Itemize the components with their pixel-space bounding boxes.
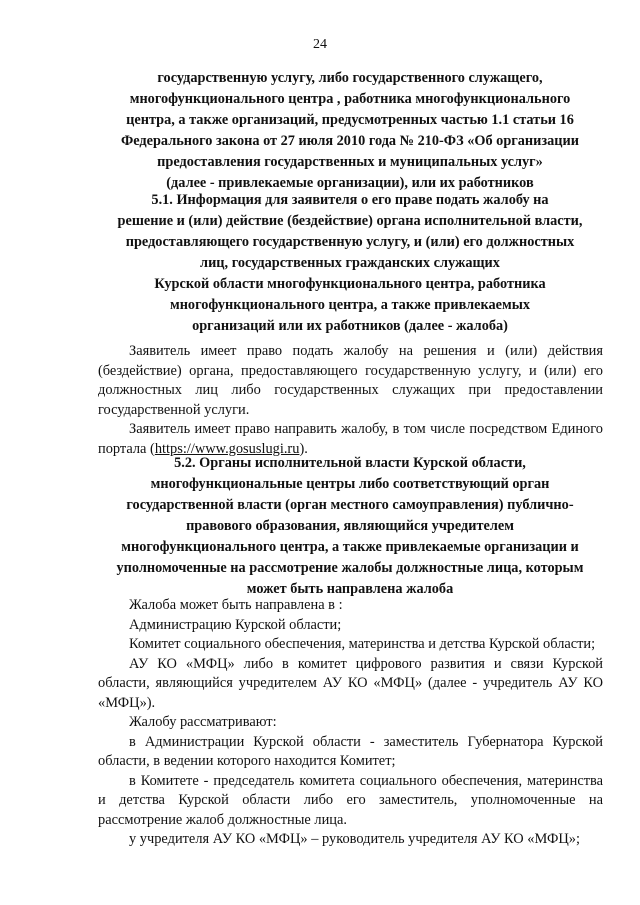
paragraph: у учредителя АУ КО «МФЦ» – руководитель учредителя АУ КО «МФЦ»; bbox=[129, 831, 581, 847]
heading-line: Федерального закона от 27 июля 2010 года № 210-ФЗ «Об организации bbox=[120, 133, 580, 149]
page-number: 24 bbox=[313, 37, 327, 52]
section-5-1-heading bbox=[100, 190, 600, 337]
paragraph: Комитет социального обеспечения, материнства и детства Курской области; bbox=[129, 636, 596, 652]
heading-line: Курской области многофункционального центра, работника bbox=[154, 276, 546, 292]
heading-line: государственную услугу, либо государственного служащего, bbox=[157, 70, 543, 86]
heading-line: многофункционального центра, а также привлекаемых bbox=[169, 297, 531, 313]
paragraph-text: ). bbox=[299, 440, 308, 457]
heading-line: (далее - привлекаемые организации), или их работников bbox=[166, 175, 534, 191]
heading-line: многофункциональные центры либо соответствующий орган bbox=[150, 476, 550, 492]
heading-line: центра, а также организаций, предусмотренных частью 1.1 статьи 16 bbox=[126, 112, 574, 128]
paragraph-text: Заявитель имеет право направить жалобу, в том числе посредством Единого портала ( bbox=[98, 421, 603, 457]
paragraph: АУ КО «МФЦ» либо в комитет цифрового развития и связи Курской области, являющийся учредителем АУ КО «МФЦ» (далее - учредитель АУ КО «МФЦ»). bbox=[98, 655, 603, 711]
heading-line: многофункционального центра, а также привлекаемые организации и bbox=[121, 539, 579, 555]
portal-link[interactable]: https://www.gosuslugi.ru bbox=[154, 440, 300, 457]
heading-line: решение и (или) действие (бездействие) органа исполнительной власти, bbox=[117, 213, 583, 229]
intro-heading bbox=[100, 68, 600, 194]
paragraph: Заявитель имеет право подать жалобу на решения и (или) действия (бездействие) органа, предоставляющего государственную услугу, и (или) его должностных лиц либо государственных служащих при предоставлении государственной услуги. bbox=[98, 343, 603, 418]
section-5-2-body bbox=[98, 596, 603, 850]
heading-line: организаций или их работников (далее - жалоба) bbox=[192, 318, 508, 334]
section-5-1-body bbox=[98, 342, 603, 459]
paragraph: Администрацию Курской области; bbox=[129, 616, 342, 633]
heading-line: предоставляющего государственную услугу, и (или) его должностных bbox=[125, 234, 575, 250]
heading-line: предоставления государственных и муниципальных услуг» bbox=[157, 154, 543, 170]
heading-line: 5.2. Органы исполнительной власти Курской области, bbox=[174, 455, 526, 471]
paragraph: в Администрации Курской области - заместитель Губернатора Курской области, в ведении которого находится Комитет; bbox=[98, 733, 603, 769]
paragraph: в Комитете - председатель комитета социального обеспечения, материнства и детства Курской области либо его заместитель, уполномоченные на рассмотрение жалоб должностные лица. bbox=[98, 772, 603, 828]
paragraph: Жалоба может быть направлена в : bbox=[129, 597, 343, 613]
heading-line: лиц, государственных гражданских служащих bbox=[200, 255, 500, 271]
paragraph: Жалобу рассматривают: bbox=[129, 714, 277, 730]
heading-line: 5.1. Информация для заявителя о его праве подать жалобу на bbox=[151, 192, 549, 208]
heading-line: многофункционального центра , работника многофункционального bbox=[129, 91, 571, 107]
heading-line: правового образования, являющийся учредителем bbox=[186, 518, 514, 534]
heading-line: уполномоченные на рассмотрение жалобы должностные лица, которым bbox=[116, 560, 584, 576]
section-5-2-heading bbox=[100, 453, 600, 600]
heading-line: может быть направлена жалоба bbox=[246, 581, 454, 597]
heading-line: государственной власти (орган местного самоуправления) публично- bbox=[126, 497, 574, 513]
